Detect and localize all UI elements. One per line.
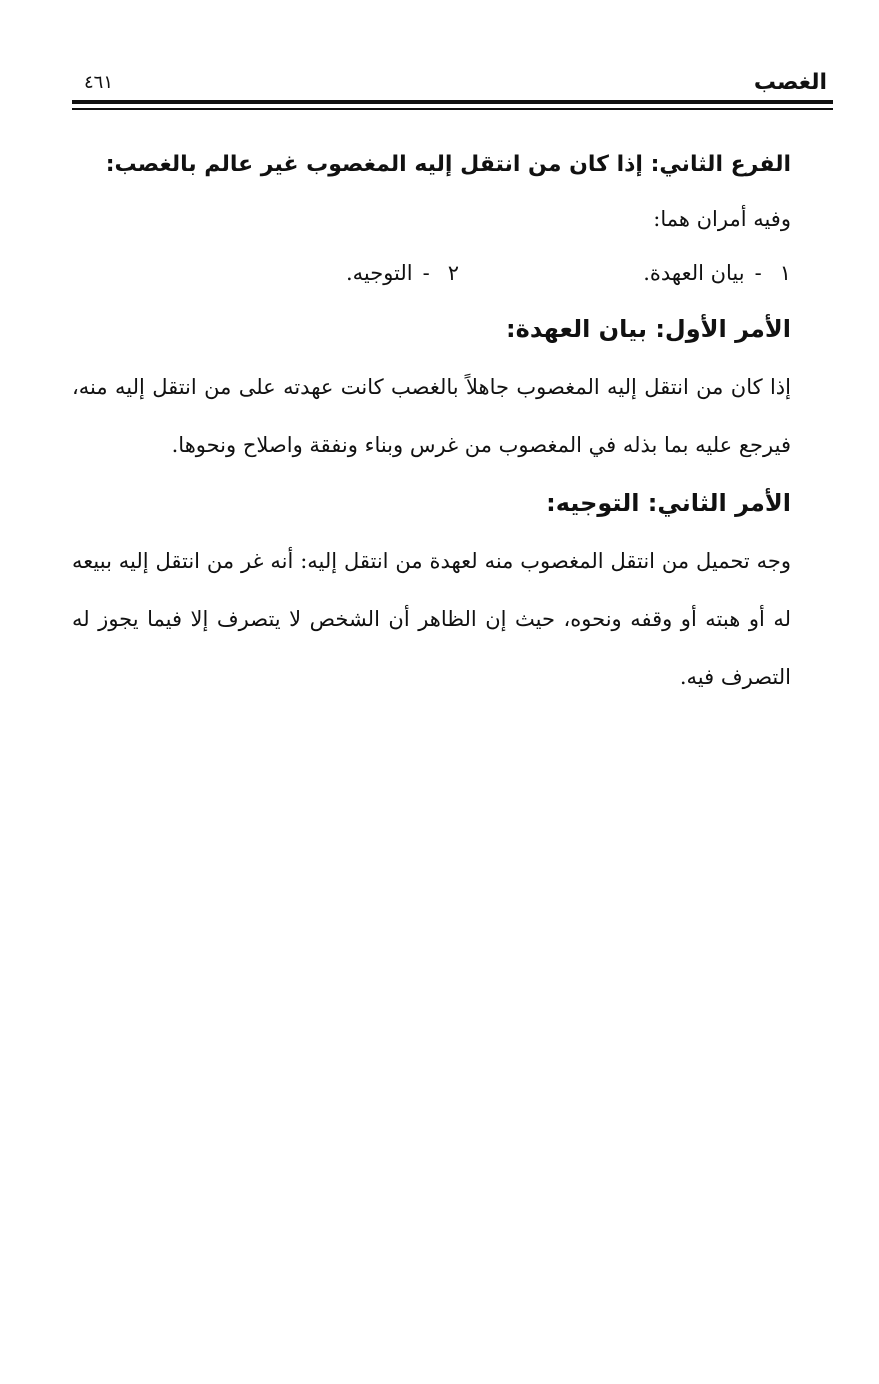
page-content [72, 138, 791, 706]
section-heading: الفرع الثاني: إذا كان من انتقل إليه المغصوب غير عالم بالغصب: [105, 152, 791, 177]
section-intro: وفيه أمران هما: [653, 207, 791, 231]
page-number: ٤٦١ [84, 72, 114, 93]
first-matter-heading: الأمر الأول: بيان العهدة: [506, 315, 791, 343]
list-item [346, 246, 459, 300]
enumerated-list [72, 246, 791, 300]
list-item-number: ٢ [447, 261, 459, 285]
list-item-text: بيان العهدة. [643, 261, 745, 285]
list-item-dash: - [754, 261, 762, 285]
list-item-dash: - [422, 261, 430, 285]
list-item-number: ١ [779, 261, 791, 285]
list-item [643, 246, 791, 300]
first-matter-paragraph: إذا كان من انتقل إليه المغصوب جاهلاً بالغصب كانت عهدته على من انتقل إليه منه، فيرجع عليه بما بذله في المغصوب من غرس وبناء ونفقة واصلاح ونحوها. [72, 375, 791, 457]
list-item-text: التوجيه. [345, 261, 413, 285]
running-header [72, 66, 827, 100]
header-rule-thick [72, 100, 833, 104]
chapter-title: الغصب [753, 70, 827, 95]
header-rule-thin [72, 108, 833, 110]
second-matter-heading: الأمر الثاني: التوجيه: [546, 489, 791, 517]
second-matter-paragraph: وجه تحميل من انتقل المغصوب منه لعهدة من انتقل إليه: أنه غر من انتقل إليه ببيعه له أو هبته أو وقفه ونحوه، حيث إن الظاهر أن الشخص لا يتصرف إلا فيما يجوز له التصرف فيه. [72, 549, 791, 689]
